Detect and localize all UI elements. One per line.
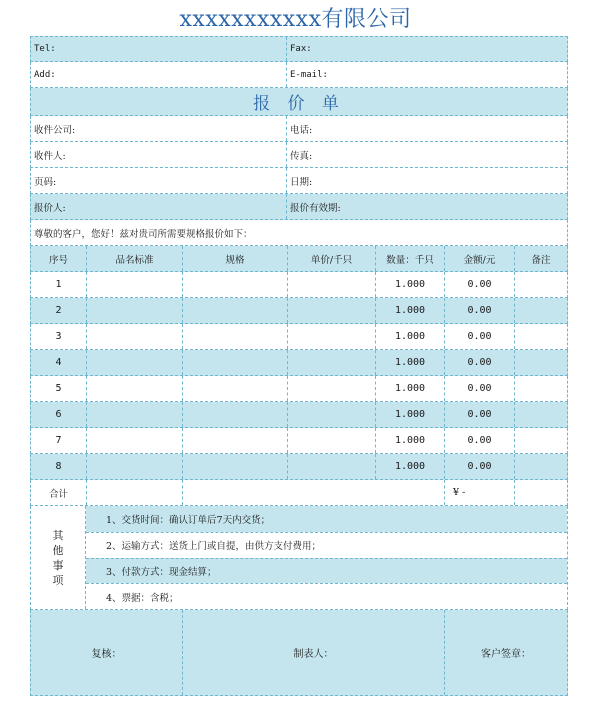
cell-amount: 0.00 [444,376,514,401]
notes-section [30,506,568,610]
cell-amount: 0.00 [444,350,514,375]
notes-items [86,506,567,609]
quoter-label: 报价人: [34,202,66,214]
company-title: xxxxxxxxxxx有限公司 [179,7,412,32]
recipient-company-label: 收件公司: [34,124,76,136]
validity-label: 报价有效期: [286,194,567,219]
notes-label-cell [31,506,86,609]
cell-spec [182,454,287,479]
cell-spec [182,324,287,349]
cell-spec [182,350,287,375]
cell-quantity: 1.000 [375,272,444,297]
cell-quantity: 1.000 [375,454,444,479]
cell-quantity: 1.000 [375,324,444,349]
table-row [30,454,568,480]
cell-product [86,428,182,453]
col-header-quantity: 数量：千只 [375,246,444,271]
cell-unit-price [287,272,375,297]
total-cell-merged [182,480,444,505]
table-body [30,272,568,480]
email-label: E-mail: [286,62,567,87]
note-item: 1、交货时间：确认订单后7天内交货； [86,506,567,532]
cell-unit-price [287,402,375,427]
cell-product [86,298,182,323]
cell-no: 2 [55,305,62,316]
cell-unit-price [287,324,375,349]
table-row [30,272,568,298]
phone-label: 电话: [286,116,567,141]
cell-remarks [514,350,567,375]
cell-quantity: 1.000 [375,402,444,427]
total-cell-empty [86,480,182,505]
col-header-remarks: 备注 [514,246,567,271]
cell-product [86,402,182,427]
cell-amount: 0.00 [444,298,514,323]
recipient-row-1 [30,116,568,142]
note-item: 4、票据：含税； [86,583,567,609]
recipient-row-2 [30,142,568,168]
quotation-sheet [30,36,568,696]
date-label: 日期: [286,168,567,193]
cell-no: 7 [55,435,62,446]
cell-remarks [514,402,567,427]
maker-label: 制表人： [182,610,444,695]
cell-product [86,350,182,375]
cell-remarks [514,272,567,297]
col-header-amount: 金额/元 [444,246,514,271]
cell-product [86,376,182,401]
cell-amount: 0.00 [444,428,514,453]
cell-unit-price [287,376,375,401]
cell-no: 3 [55,331,62,342]
note-item: 3、付款方式：现金结算； [86,558,567,584]
table-header [30,246,568,272]
page-number-label: 页码: [34,176,57,188]
cell-unit-price [287,454,375,479]
cell-no: 6 [55,409,62,420]
col-header-spec: 规格 [182,246,287,271]
cell-remarks [514,428,567,453]
cell-remarks [514,376,567,401]
fax-label: Fax: [286,37,567,61]
table-row [30,350,568,376]
notes-label: 其他事项 [52,528,64,587]
customer-signature-label: 客户签章： [444,610,567,695]
greeting-text: 尊敬的客户，您好！兹对贵司所需要规格报价如下： [34,228,253,240]
tel-label: Tel: [34,44,56,54]
cell-quantity: 1.000 [375,428,444,453]
cell-unit-price [287,298,375,323]
table-row [30,324,568,350]
contact-row-2 [30,62,568,88]
quotation-title-row [30,88,568,116]
contact-row-1 [30,36,568,62]
cell-spec [182,272,287,297]
address-label: Add: [34,69,56,80]
total-row [30,480,568,506]
cell-no: 8 [55,461,62,472]
cell-no: 5 [55,383,62,394]
total-value: ¥ - [444,480,514,505]
recipient-person-label: 收件人: [34,150,66,162]
cell-remarks [514,298,567,323]
note-item: 2、运输方式：送货上门或自提，由供方支付费用； [86,532,567,558]
table-row [30,376,568,402]
cell-spec [182,376,287,401]
quotation-title: 报 价 单 [253,94,345,114]
col-header-no: 序号 [48,254,68,266]
cell-quantity: 1.000 [375,298,444,323]
cell-spec [182,298,287,323]
cell-product [86,454,182,479]
greeting-row [30,220,568,246]
cell-quantity: 1.000 [375,350,444,375]
cell-unit-price [287,428,375,453]
cell-amount: 0.00 [444,402,514,427]
col-header-product: 品名标准 [86,246,182,271]
review-label: 复核： [91,649,122,660]
cell-quantity: 1.000 [375,376,444,401]
cell-amount: 0.00 [444,272,514,297]
cell-product [86,272,182,297]
cell-amount: 0.00 [444,324,514,349]
cell-amount: 0.00 [444,454,514,479]
cell-no: 1 [55,279,62,290]
cell-product [86,324,182,349]
fax-cn-label: 传真: [286,142,567,167]
recipient-row-3 [30,168,568,194]
total-label: 合计 [48,488,68,500]
total-remarks [514,480,567,505]
table-row [30,428,568,454]
table-row [30,298,568,324]
signature-row [30,610,568,696]
cell-unit-price [287,350,375,375]
col-header-unit-price: 单价/千只 [287,246,375,271]
cell-remarks [514,454,567,479]
cell-no: 4 [55,357,62,368]
table-row [30,402,568,428]
recipient-row-4 [30,194,568,220]
cell-spec [182,402,287,427]
cell-remarks [514,324,567,349]
cell-spec [182,428,287,453]
